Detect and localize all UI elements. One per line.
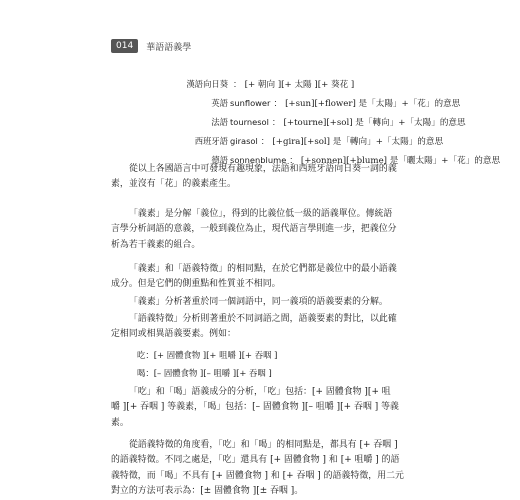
paragraph-sunflower-observation — [111, 162, 419, 193]
paragraph-semantic-element-definition — [111, 207, 419, 253]
example-separator: ： — [233, 79, 242, 90]
example-components: [+gira][+sol] 是「轉向」+「太陽」的意思 — [272, 136, 444, 147]
text-line: 從以上各國語言中可發現有趣現象，法語和西班牙語向日葵一詞的義 — [129, 164, 397, 174]
example-word: sunflower — [230, 97, 271, 108]
example-components: [+tourne][+sol] 是「轉向」+「太陽」的意思 — [283, 117, 466, 128]
example-language: 西班牙語 — [194, 135, 228, 146]
text-line: 定相同或相異語義要素。例如： — [111, 329, 236, 340]
example-separator: ： — [289, 155, 298, 166]
text-line: 「吃」和「喝」語義成分的分析，「吃」包括：[+ 固體食物 ][+ 咀 — [129, 387, 391, 397]
text-line: 從語義特徵的角度看，「吃」和「喝」的相同點是，都具有 [+ 吞咽 ] — [129, 440, 398, 450]
example-row — [139, 93, 500, 112]
example-components: [+sun][+flower] 是「太陽」+「花」的意思 — [285, 98, 461, 109]
example-separator: ： — [260, 136, 270, 147]
example-separator: ： — [271, 117, 281, 128]
example-word: tournesol — [230, 116, 269, 127]
example-word: sonnenblume — [230, 154, 287, 165]
example-separator: ： — [273, 98, 283, 109]
text-line: 「語義特徵」分析則著重於不同詞語之間，語義要素的對比，以此確 — [129, 314, 397, 324]
sunflower-examples — [139, 74, 500, 169]
page-number: 014 — [111, 39, 138, 53]
formula-eat: 吃：[+ 固體食物 ][+ 咀嚼 ][+ 吞咽 ] — [137, 350, 278, 360]
book-title: 華語語義學 — [146, 42, 192, 53]
text-line: 嚼 ][+ 吞咽 ] 等義素，「喝」包括：[– 固體食物 ][– 咀嚼 ][+ 吞咽 ] 等義 — [111, 402, 399, 413]
text-line: 「義素」分析著重於同一個詞語中，同一義項的語義要素的分解。 — [129, 297, 388, 307]
paragraph-eat-drink-analysis — [111, 385, 419, 431]
text-line: 的語義特徵。不同之處是，「吃」還具有 [+ 固體食物 ] 和 [+ 咀嚼 ] 的語 — [111, 455, 400, 466]
example-row — [139, 74, 500, 93]
paragraph-binary-opposition — [111, 438, 419, 500]
text-line: 對立的方法可表示為：[± 固體食物 ][± 吞咽 ]。 — [111, 486, 304, 497]
text-line: 析為若干義素的組合。 — [111, 239, 201, 250]
paragraph-semantic-feature-analysis — [111, 312, 419, 343]
formula-drink: 喝：[– 固體食物 ][– 咀嚼 ][+ 吞咽 ] — [137, 368, 272, 378]
example-language: 英語 — [211, 97, 228, 108]
example-components: [+ 朝向 ][+ 太陽 ][+ 葵花 ] — [244, 79, 355, 90]
feature-formulas — [137, 346, 277, 382]
example-components: [+sonnen][+blume] 是「曬太陽」+「花」的意思 — [300, 155, 501, 166]
example-language: 法語 — [211, 116, 228, 127]
example-language: 漢語向日葵 — [186, 78, 228, 89]
text-line: 言學分析詞語的意義，一般到義位為止，現代語言學則進一步，把義位分 — [111, 224, 397, 235]
text-line: 「義素」和「語義特徵」的相同點，在於它們都是義位中的最小語義 — [129, 264, 397, 274]
text-line: 「義素」是分解「義位」，得到的比義位低一級的語義單位。傳統語 — [129, 209, 393, 219]
paragraph-similarity — [111, 262, 419, 293]
text-line: 成分。但是它們的側重點和性質並不相同。 — [111, 279, 281, 290]
paragraph-semantic-element-analysis — [111, 295, 419, 310]
example-word: girasol — [230, 135, 258, 146]
example-row — [139, 112, 500, 131]
page-header — [111, 39, 191, 53]
example-row — [139, 131, 500, 150]
example-language: 德語 — [211, 154, 228, 165]
text-line: 素，並沒有「花」的義素產生。 — [111, 179, 236, 190]
text-line: 素。 — [111, 417, 129, 428]
text-line: 義特徵，而「喝」不具有 [+ 固體食物 ] 和 [+ 吞咽 ] 的語義特徵，用二元 — [111, 470, 404, 481]
